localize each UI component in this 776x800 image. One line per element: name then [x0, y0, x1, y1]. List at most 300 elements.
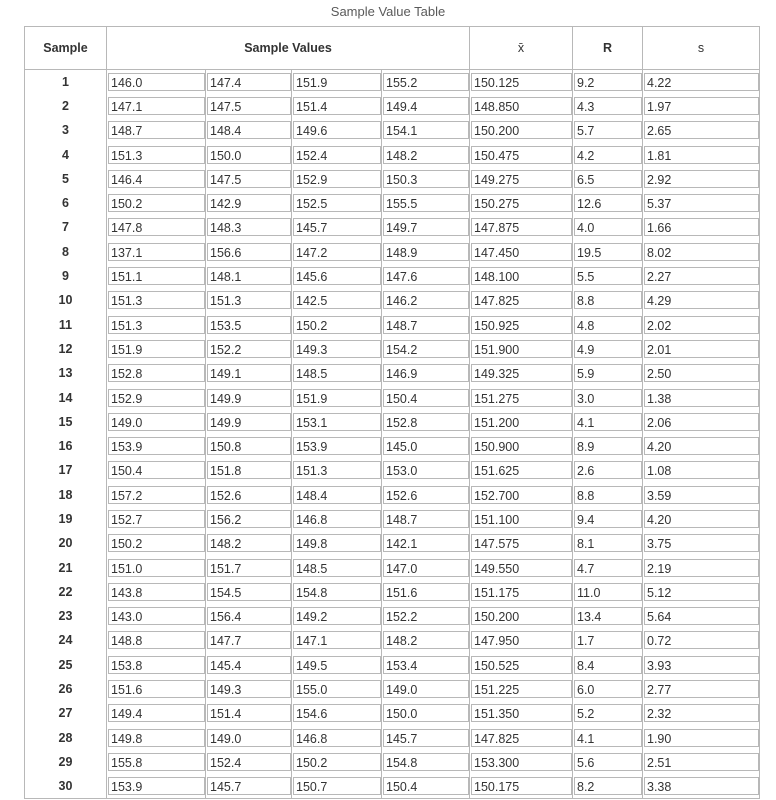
sample-value-3-cell — [292, 750, 382, 774]
sample-value-3: 151.3 — [293, 461, 381, 479]
sample-value-2-cell — [206, 750, 292, 774]
sample-value-1-cell — [107, 531, 206, 555]
stdev-value: 8.02 — [644, 243, 759, 261]
stdev-value: 5.37 — [644, 194, 759, 212]
sample-value-1-cell — [107, 118, 206, 142]
range-value: 4.9 — [574, 340, 642, 358]
sample-value-1: 151.3 — [108, 291, 205, 309]
sample-value-1: 157.2 — [108, 486, 205, 504]
header-xbar: x̄ — [470, 27, 573, 70]
sample-value-3-cell — [292, 264, 382, 288]
table-row — [25, 458, 760, 482]
range-value-cell — [573, 483, 643, 507]
table-row — [25, 677, 760, 701]
header-row — [25, 27, 760, 70]
sample-value-1: 152.9 — [108, 389, 205, 407]
sample-value-1-cell — [107, 604, 206, 628]
range-value-cell — [573, 726, 643, 750]
sample-value-4-cell — [382, 385, 470, 409]
sample-value-2: 142.9 — [207, 194, 291, 212]
sample-value-1: 137.1 — [108, 243, 205, 261]
mean-value: 147.825 — [471, 291, 572, 309]
stdev-value-cell — [643, 653, 760, 677]
range-value-cell — [573, 264, 643, 288]
sample-number: 19 — [25, 507, 107, 531]
mean-value-cell — [470, 215, 573, 239]
sample-value-2: 147.7 — [207, 631, 291, 649]
sample-value-2: 156.2 — [207, 510, 291, 528]
sample-value-1: 152.8 — [108, 364, 205, 382]
sample-value-3-cell — [292, 434, 382, 458]
sample-value-1: 155.8 — [108, 753, 205, 771]
stdev-value: 1.97 — [644, 97, 759, 115]
sample-value-2: 149.1 — [207, 364, 291, 382]
sample-value-1: 149.4 — [108, 704, 205, 722]
stdev-value-cell — [643, 167, 760, 191]
mean-value-cell — [470, 410, 573, 434]
sample-number: 21 — [25, 555, 107, 579]
range-value-cell — [573, 628, 643, 652]
range-value: 6.5 — [574, 170, 642, 188]
table-row — [25, 337, 760, 361]
table-row — [25, 726, 760, 750]
table-row — [25, 312, 760, 336]
table-row — [25, 410, 760, 434]
sample-value-3: 146.8 — [293, 510, 381, 528]
sample-value-2-cell — [206, 337, 292, 361]
sample-number: 12 — [25, 337, 107, 361]
stdev-value: 4.20 — [644, 510, 759, 528]
stdev-value-cell — [643, 70, 760, 94]
table-row — [25, 507, 760, 531]
stdev-value-cell — [643, 483, 760, 507]
sample-number: 20 — [25, 531, 107, 555]
range-value-cell — [573, 94, 643, 118]
sample-value-1-cell — [107, 337, 206, 361]
sample-value-3: 155.0 — [293, 680, 381, 698]
mean-value: 151.100 — [471, 510, 572, 528]
sample-value-3: 145.7 — [293, 218, 381, 236]
stdev-value: 1.66 — [644, 218, 759, 236]
sample-number: 23 — [25, 604, 107, 628]
sample-value-1: 153.8 — [108, 656, 205, 674]
sample-value-3: 154.8 — [293, 583, 381, 601]
sample-value-1-cell — [107, 555, 206, 579]
sample-value-2-cell — [206, 118, 292, 142]
stdev-value: 5.64 — [644, 607, 759, 625]
table-row — [25, 215, 760, 239]
sample-value-1: 153.9 — [108, 777, 205, 795]
mean-value-cell — [470, 653, 573, 677]
sample-value-2: 152.2 — [207, 340, 291, 358]
sample-value-2: 150.0 — [207, 146, 291, 164]
sample-value-4: 146.9 — [383, 364, 469, 382]
sample-value-4-cell — [382, 750, 470, 774]
mean-value-cell — [470, 167, 573, 191]
mean-value: 153.300 — [471, 753, 572, 771]
range-value-cell — [573, 118, 643, 142]
sample-value-2-cell — [206, 240, 292, 264]
sample-value-4-cell — [382, 628, 470, 652]
sample-value-3-cell — [292, 458, 382, 482]
table-row — [25, 580, 760, 604]
sample-value-2: 152.4 — [207, 753, 291, 771]
mean-value-cell — [470, 361, 573, 385]
stdev-value: 2.32 — [644, 704, 759, 722]
sample-value-3-cell — [292, 191, 382, 215]
sample-value-4-cell — [382, 167, 470, 191]
sample-value-2: 151.7 — [207, 559, 291, 577]
table-row — [25, 191, 760, 215]
range-value-cell — [573, 555, 643, 579]
mean-value: 151.225 — [471, 680, 572, 698]
sample-value-4: 154.1 — [383, 121, 469, 139]
sample-value-1-cell — [107, 94, 206, 118]
sample-value-1: 146.0 — [108, 73, 205, 91]
sample-value-1-cell — [107, 750, 206, 774]
stdev-value-cell — [643, 628, 760, 652]
sample-value-4: 152.8 — [383, 413, 469, 431]
table-body — [25, 70, 760, 799]
mean-value-cell — [470, 434, 573, 458]
table-row — [25, 555, 760, 579]
sample-value-1: 150.2 — [108, 534, 205, 552]
stdev-value-cell — [643, 215, 760, 239]
range-value-cell — [573, 604, 643, 628]
mean-value-cell — [470, 70, 573, 94]
table-row — [25, 628, 760, 652]
sample-value-2: 149.0 — [207, 729, 291, 747]
mean-value-cell — [470, 604, 573, 628]
mean-value: 150.475 — [471, 146, 572, 164]
sample-value-3-cell — [292, 531, 382, 555]
mean-value: 151.175 — [471, 583, 572, 601]
sample-value-2-cell — [206, 288, 292, 312]
sample-value-4-cell — [382, 774, 470, 798]
mean-value-cell — [470, 240, 573, 264]
mean-value: 150.525 — [471, 656, 572, 674]
stdev-value-cell — [643, 555, 760, 579]
sample-number: 16 — [25, 434, 107, 458]
sample-value-3: 148.5 — [293, 559, 381, 577]
range-value: 4.1 — [574, 413, 642, 431]
table-row — [25, 94, 760, 118]
sample-value-2: 150.8 — [207, 437, 291, 455]
sample-number: 15 — [25, 410, 107, 434]
sample-value-2: 147.5 — [207, 170, 291, 188]
sample-number: 27 — [25, 701, 107, 725]
sample-value-1-cell — [107, 385, 206, 409]
sample-value-4-cell — [382, 531, 470, 555]
table-row — [25, 531, 760, 555]
mean-value: 150.200 — [471, 607, 572, 625]
sample-value-4-cell — [382, 240, 470, 264]
sample-value-3-cell — [292, 677, 382, 701]
sample-number: 14 — [25, 385, 107, 409]
range-value: 5.9 — [574, 364, 642, 382]
sample-value-1: 151.6 — [108, 680, 205, 698]
sample-value-table — [24, 26, 760, 799]
range-value: 9.4 — [574, 510, 642, 528]
sample-value-3: 151.4 — [293, 97, 381, 115]
sample-value-1: 143.8 — [108, 583, 205, 601]
range-value-cell — [573, 215, 643, 239]
sample-value-3-cell — [292, 361, 382, 385]
range-value: 2.6 — [574, 461, 642, 479]
sample-value-4: 147.0 — [383, 559, 469, 577]
range-value-cell — [573, 410, 643, 434]
sample-value-2-cell — [206, 434, 292, 458]
sample-value-1: 148.8 — [108, 631, 205, 649]
stdev-value: 1.81 — [644, 146, 759, 164]
sample-value-4: 152.2 — [383, 607, 469, 625]
sample-value-3-cell — [292, 701, 382, 725]
sample-value-1-cell — [107, 726, 206, 750]
sample-value-1: 143.0 — [108, 607, 205, 625]
sample-value-1: 153.9 — [108, 437, 205, 455]
sample-value-3: 149.5 — [293, 656, 381, 674]
stdev-value: 1.38 — [644, 389, 759, 407]
range-value: 4.8 — [574, 316, 642, 334]
sample-value-2-cell — [206, 215, 292, 239]
range-value: 11.0 — [574, 583, 642, 601]
table-caption: Sample Value Table — [330, 4, 446, 19]
mean-value: 149.550 — [471, 559, 572, 577]
sample-value-3-cell — [292, 288, 382, 312]
stdev-value: 2.19 — [644, 559, 759, 577]
sample-value-3-cell — [292, 118, 382, 142]
mean-value: 149.275 — [471, 170, 572, 188]
sample-value-4: 150.4 — [383, 777, 469, 795]
sample-number: 5 — [25, 167, 107, 191]
sample-value-2: 147.5 — [207, 97, 291, 115]
sample-value-4: 148.2 — [383, 146, 469, 164]
range-value-cell — [573, 653, 643, 677]
stdev-value: 3.75 — [644, 534, 759, 552]
sample-value-1-cell — [107, 167, 206, 191]
sample-value-3-cell — [292, 653, 382, 677]
sample-value-4: 150.3 — [383, 170, 469, 188]
sample-value-2-cell — [206, 70, 292, 94]
table-row — [25, 118, 760, 142]
header-sample: Sample — [25, 27, 107, 70]
sample-value-2-cell — [206, 774, 292, 798]
sample-number: 10 — [25, 288, 107, 312]
range-value: 4.7 — [574, 559, 642, 577]
sample-value-3: 153.9 — [293, 437, 381, 455]
sample-value-1-cell — [107, 361, 206, 385]
stdev-value-cell — [643, 604, 760, 628]
range-value-cell — [573, 191, 643, 215]
sample-value-4: 145.0 — [383, 437, 469, 455]
stdev-value-cell — [643, 240, 760, 264]
sample-value-4-cell — [382, 677, 470, 701]
sample-value-2: 148.4 — [207, 121, 291, 139]
mean-value-cell — [470, 701, 573, 725]
range-value: 9.2 — [574, 73, 642, 91]
stdev-value: 1.08 — [644, 461, 759, 479]
sample-value-4: 149.0 — [383, 680, 469, 698]
mean-value: 151.275 — [471, 389, 572, 407]
range-value: 3.0 — [574, 389, 642, 407]
sample-value-3-cell — [292, 483, 382, 507]
stdev-value-cell — [643, 385, 760, 409]
sample-value-1-cell — [107, 483, 206, 507]
sample-value-4-cell — [382, 507, 470, 531]
stdev-value: 4.22 — [644, 73, 759, 91]
stdev-value-cell — [643, 458, 760, 482]
sample-value-2-cell — [206, 483, 292, 507]
range-value: 4.1 — [574, 729, 642, 747]
range-value: 8.9 — [574, 437, 642, 455]
range-value: 6.0 — [574, 680, 642, 698]
sample-value-4: 148.2 — [383, 631, 469, 649]
sample-number: 9 — [25, 264, 107, 288]
sample-value-1: 150.2 — [108, 194, 205, 212]
mean-value-cell — [470, 555, 573, 579]
stdev-value: 2.01 — [644, 340, 759, 358]
range-value-cell — [573, 385, 643, 409]
table-row — [25, 240, 760, 264]
sample-value-3-cell — [292, 507, 382, 531]
mean-value: 147.575 — [471, 534, 572, 552]
range-value: 4.2 — [574, 146, 642, 164]
stdev-value: 0.72 — [644, 631, 759, 649]
range-value: 8.2 — [574, 777, 642, 795]
range-value-cell — [573, 70, 643, 94]
sample-value-2: 151.8 — [207, 461, 291, 479]
sample-value-3-cell — [292, 555, 382, 579]
sample-number: 11 — [25, 312, 107, 336]
table-row — [25, 750, 760, 774]
mean-value: 151.350 — [471, 704, 572, 722]
sample-value-4-cell — [382, 70, 470, 94]
sample-value-4: 153.4 — [383, 656, 469, 674]
sample-value-1: 151.9 — [108, 340, 205, 358]
stdev-value-cell — [643, 312, 760, 336]
mean-value-cell — [470, 288, 573, 312]
stdev-value-cell — [643, 726, 760, 750]
table-row — [25, 288, 760, 312]
mean-value: 147.450 — [471, 243, 572, 261]
stdev-value: 2.27 — [644, 267, 759, 285]
sample-value-4-cell — [382, 94, 470, 118]
sample-value-2: 156.6 — [207, 243, 291, 261]
range-value-cell — [573, 288, 643, 312]
mean-value: 147.950 — [471, 631, 572, 649]
mean-value-cell — [470, 483, 573, 507]
range-value: 8.8 — [574, 486, 642, 504]
sample-value-1-cell — [107, 774, 206, 798]
sample-value-2: 148.2 — [207, 534, 291, 552]
sample-value-3: 145.6 — [293, 267, 381, 285]
sample-value-3: 152.5 — [293, 194, 381, 212]
sample-value-4: 148.9 — [383, 243, 469, 261]
sample-value-3: 150.2 — [293, 753, 381, 771]
mean-value-cell — [470, 118, 573, 142]
range-value-cell — [573, 167, 643, 191]
range-value-cell — [573, 337, 643, 361]
sample-value-1-cell — [107, 288, 206, 312]
sample-value-1-cell — [107, 507, 206, 531]
stdev-value: 5.12 — [644, 583, 759, 601]
sample-value-2-cell — [206, 167, 292, 191]
sample-value-1: 147.8 — [108, 218, 205, 236]
sample-value-2-cell — [206, 142, 292, 166]
stdev-value-cell — [643, 531, 760, 555]
sample-value-4: 150.0 — [383, 704, 469, 722]
range-value-cell — [573, 361, 643, 385]
sample-value-3: 151.9 — [293, 389, 381, 407]
sample-value-2-cell — [206, 653, 292, 677]
stdev-value-cell — [643, 701, 760, 725]
sample-value-2-cell — [206, 312, 292, 336]
sample-number: 26 — [25, 677, 107, 701]
sample-value-3: 147.2 — [293, 243, 381, 261]
mean-value: 148.100 — [471, 267, 572, 285]
sample-number: 24 — [25, 628, 107, 652]
sample-value-2: 154.5 — [207, 583, 291, 601]
mean-value: 148.850 — [471, 97, 572, 115]
range-value-cell — [573, 774, 643, 798]
sample-value-4-cell — [382, 555, 470, 579]
range-value-cell — [573, 458, 643, 482]
sample-value-2: 153.5 — [207, 316, 291, 334]
mean-value: 147.875 — [471, 218, 572, 236]
stdev-value: 2.50 — [644, 364, 759, 382]
mean-value-cell — [470, 677, 573, 701]
range-value: 5.2 — [574, 704, 642, 722]
stdev-value-cell — [643, 580, 760, 604]
sample-value-1: 148.7 — [108, 121, 205, 139]
sample-value-2-cell — [206, 677, 292, 701]
sample-value-1: 151.3 — [108, 316, 205, 334]
sample-value-2-cell — [206, 264, 292, 288]
mean-value-cell — [470, 726, 573, 750]
sample-value-3: 151.9 — [293, 73, 381, 91]
sample-value-4: 155.5 — [383, 194, 469, 212]
mean-value: 150.125 — [471, 73, 572, 91]
sample-value-1-cell — [107, 410, 206, 434]
sample-value-3-cell — [292, 628, 382, 652]
mean-value: 152.700 — [471, 486, 572, 504]
sample-value-4-cell — [382, 410, 470, 434]
sample-value-4: 151.6 — [383, 583, 469, 601]
sample-number: 8 — [25, 240, 107, 264]
stdev-value: 3.38 — [644, 777, 759, 795]
mean-value: 150.200 — [471, 121, 572, 139]
sample-value-1: 147.1 — [108, 97, 205, 115]
sample-value-4: 147.6 — [383, 267, 469, 285]
range-value-cell — [573, 677, 643, 701]
sample-value-3-cell — [292, 726, 382, 750]
sample-number: 17 — [25, 458, 107, 482]
mean-value-cell — [470, 507, 573, 531]
stdev-value: 2.92 — [644, 170, 759, 188]
sample-value-1-cell — [107, 580, 206, 604]
stdev-value: 4.20 — [644, 437, 759, 455]
mean-value-cell — [470, 774, 573, 798]
sample-value-2-cell — [206, 531, 292, 555]
sample-value-2-cell — [206, 385, 292, 409]
stdev-value-cell — [643, 750, 760, 774]
mean-value: 150.900 — [471, 437, 572, 455]
table-row — [25, 361, 760, 385]
sample-value-2: 151.3 — [207, 291, 291, 309]
stdev-value: 3.93 — [644, 656, 759, 674]
sample-value-4-cell — [382, 434, 470, 458]
stdev-value: 2.77 — [644, 680, 759, 698]
